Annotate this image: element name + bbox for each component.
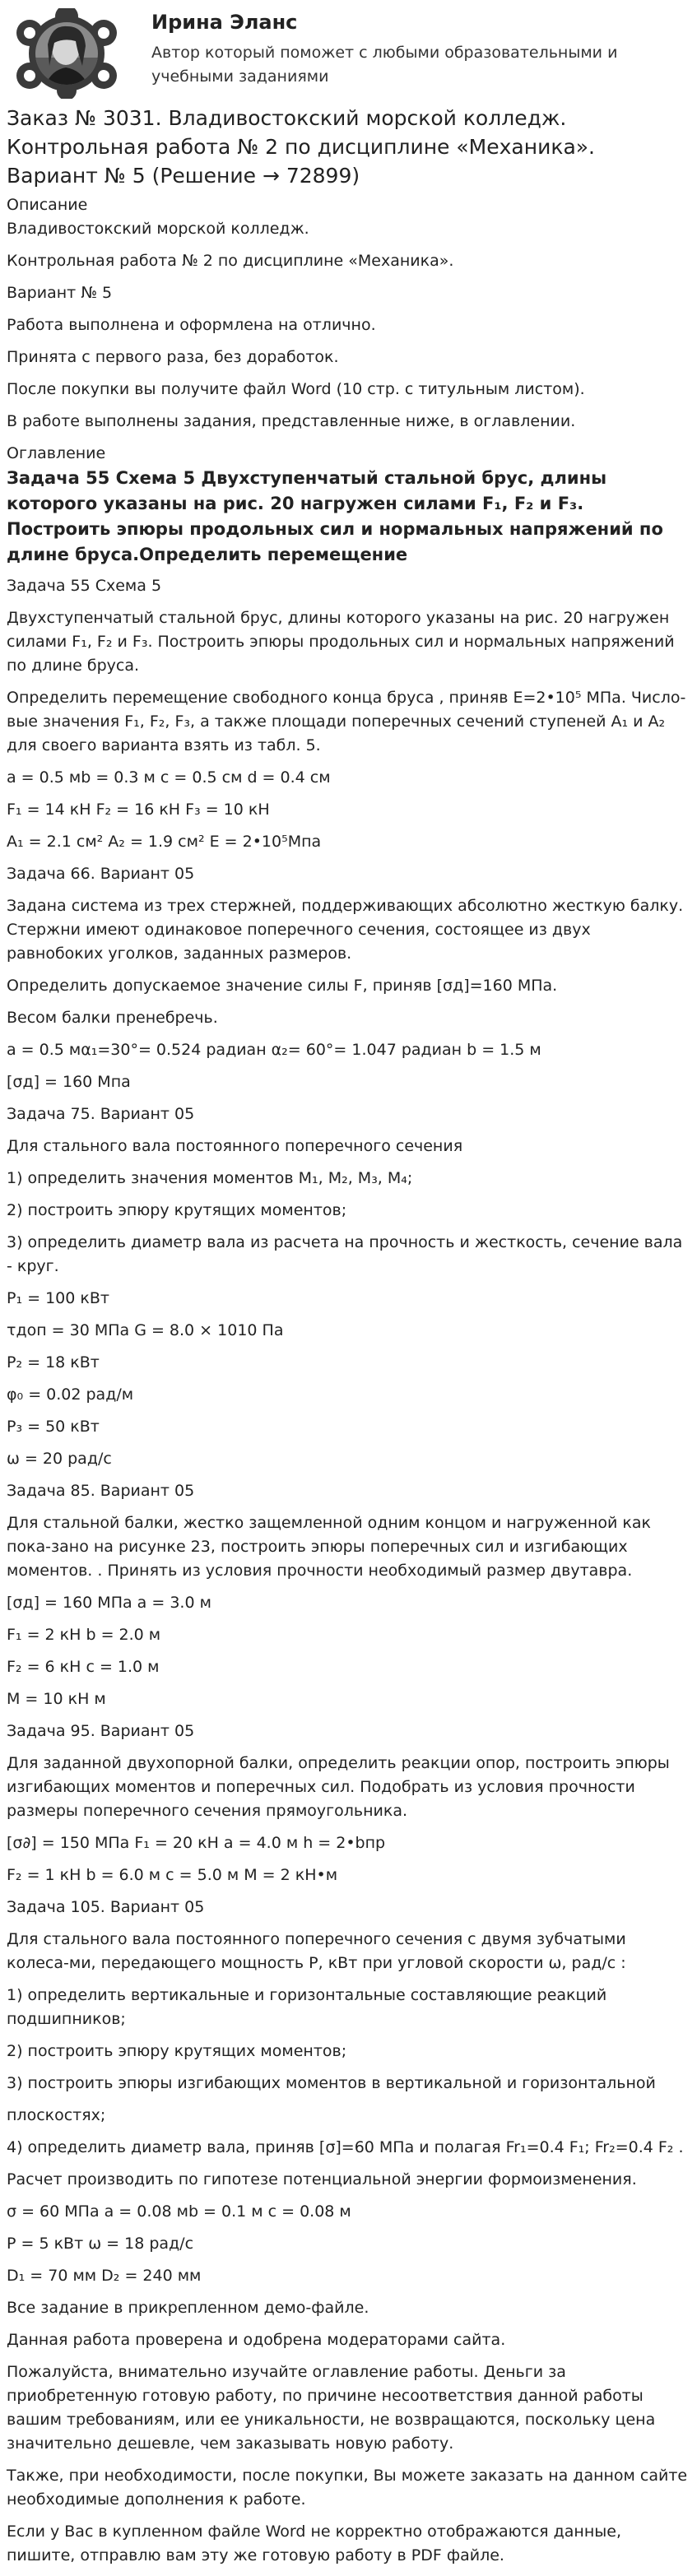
content-paragraph: 2) построить эпюру крутящих моментов; [7,1201,347,1219]
content-paragraph: P = 5 кВт ω = 18 рад/с [7,2235,194,2253]
content-paragraph: Задана система из трех стержней, поддерживающих абсолютно жесткую балку. Стержни имеют одинаковое поперечного сечения, состоящее из двух равнобоких уголков, заданных размеров. [7,897,684,963]
description-paragraph: Владивостокский морской колледж. [7,220,309,238]
content-paragraph: Если у Вас в купленном файле Word не корректно отображаются данные, пишите, отправлю вам эту же готовую работу в PDF файле. [7,2523,621,2564]
content-paragraph: F₂ = 1 кН b = 6.0 м c = 5.0 м M = 2 кН•м [7,1866,338,1884]
author-name[interactable]: Ирина Эланс [151,11,298,34]
content-paragraph: Задача 85. Вариант 05 [7,1482,195,1500]
content-paragraph: [σ∂] = 150 МПа F₁ = 20 кН a = 4.0 м h = 2•bпр [7,1834,386,1852]
content-paragraph: 1) определить значения моментов M₁, M₂, M₃, M₄; [7,1169,413,1187]
content-paragraph: Расчет производить по гипотезе потенциальной энергии формоизменения. [7,2170,637,2188]
content-paragraph: Для стального вала постоянного поперечного сечения с двумя зубчатыми колеса-ми, передающего мощность P, кВт при угловой скорости ω, рад/с : [7,1930,626,1972]
avatar-image [7,8,127,99]
content-paragraph: Данная работа проверена и одобрена модераторами сайта. [7,2331,506,2349]
description-label: Описание [7,196,88,214]
content-paragraph: 1) определить вертикальные и горизонтальные составляющие реакций подшипников; [7,1986,607,2028]
content-paragraph: ω = 20 рад/с [7,1450,112,1468]
content-paragraph: M = 10 кН м [7,1690,106,1708]
content-paragraph: Для стальной балки, жестко защемленной одним концом и нагруженной как пока-зано на рисунке 23, построить эпюры поперечных сил и изгибающих моментов. . Принять из условия прочности необходимый размер двутавра. [7,1514,651,1580]
content-paragraph: Задача 95. Вариант 05 [7,1722,195,1740]
content-paragraph: P₃ = 50 кВт [7,1418,100,1436]
content-paragraph: [σд] = 160 МПа a = 3.0 м [7,1594,211,1612]
order-title: Заказ № 3031. Владивостокский морской колледж. Контрольная работа № 2 по дисциплине «Механика». Вариант № 5 (Решение → 72899) [7,106,596,188]
content-paragraph: A₁ = 2.1 см² A₂ = 1.9 см² E = 2•10⁵Мпа [7,833,322,851]
description-paragraph: Вариант № 5 [7,284,113,302]
content-paragraph: 4) определить диаметр вала, приняв [σ]=60 МПа и полагая Fr₁=0.4 F₁; Fr₂=0.4 F₂ . [7,2138,684,2156]
content-paragraph: Определить перемещение свободного конца бруса , приняв E=2•10⁵ МПа. Число-вые значения F₁, F₂, F₃, а также площади поперечных сечений ступеней A₁ и A₂ для своего варианта взять из табл. 5. [7,689,686,754]
contents-label: Оглавление [7,444,106,462]
content-paragraph: F₁ = 14 кН F₂ = 16 кН F₃ = 10 кН [7,801,270,819]
content-paragraph: Также, при необходимости, после покупки, Вы можете заказать на данном сайте необходимые дополнения к работе. [7,2467,688,2509]
description-paragraph: Работа выполнена и оформлена на отлично. [7,316,376,334]
content-paragraph: Пожалуйста, внимательно изучайте оглавление работы. Деньги за приобретенную готовую работу, по причине несоответствия данной работы вашим требованиям, или ее уникальности, не возвращаются, поскольку цена значительно дешевле, чем заказывать новую работу. [7,2363,656,2453]
content-paragraph: Задача 105. Вариант 05 [7,1898,205,1916]
content-paragraph: Двухступенчатый стальной брус, длины которого указаны на рис. 20 нагружен силами F₁, F₂ и F₃. Построить эпюры продольных сил и нормальных напряжений по длине бруса. [7,609,675,675]
content-paragraph: a = 0.5 мα₁=30°= 0.524 радиан α₂= 60°= 1.047 радиан b = 1.5 м [7,1041,541,1059]
content-paragraph: 3) построить эпюры изгибающих моментов в вертикальной и горизонтальной [7,2074,656,2092]
content-paragraph: F₂ = 6 кН c = 1.0 м [7,1658,160,1676]
author-description: Автор который поможет с любыми образовательными и учебными заданиями [151,44,618,86]
content-paragraph: [σд] = 160 Мпа [7,1073,131,1091]
content-paragraph: плоскостях; [7,2106,106,2124]
content-paragraph: Для стального вала постоянного поперечного сечения [7,1137,463,1155]
description-paragraph: После покупки вы получите файл Word (10 стр. с титульным листом). [7,380,585,398]
content-paragraph: Для заданной двухопорной балки, определить реакции опор, построить эпюры изгибающих моментов и поперечных сил. Подобрать из условия прочности размеры поперечного сечения прямоугольника. [7,1754,670,1820]
contents-block [7,574,690,2568]
content-paragraph: φ₀ = 0.02 рад/м [7,1385,134,1404]
content-paragraph: Задача 75. Вариант 05 [7,1105,195,1123]
content-paragraph: Определить допускаемое значение силы F, приняв [σд]=160 МПа. [7,977,558,995]
content-paragraph: 2) построить эпюру крутящих моментов; [7,2042,347,2060]
description-block [7,217,690,434]
content-paragraph: τдоп = 30 МПа G = 8.0 ⨯ 1010 Па [7,1321,284,1339]
avatar[interactable] [7,8,127,99]
content-paragraph: F₁ = 2 кН b = 2.0 м [7,1626,161,1644]
content-paragraph: σ = 60 МПа a = 0.08 мb = 0.1 м c = 0.08 м [7,2202,351,2221]
content-paragraph: D₁ = 70 мм D₂ = 240 мм [7,2267,202,2285]
content-paragraph: Задача 55 Схема 5 [7,577,162,595]
content-paragraph: a = 0.5 мb = 0.3 м c = 0.5 см d = 0.4 см [7,768,331,787]
task-heading: Задача 55 Схема 5 Двухступенчатый стальной брус, длины которого указаны на рис. 20 нагружен силами F₁, F₂ и F₃. Построить эпюры продольных сил и нормальных напряжений по длине бруса.Определить перемещение [7,468,663,564]
description-paragraph: Принята с первого раза, без доработок. [7,348,339,366]
content-paragraph: 3) определить диаметр вала из расчета на прочность и жесткость, сечение вала - круг. [7,1233,683,1275]
content-paragraph: Все задание в прикрепленном демо-файле. [7,2299,369,2317]
author-card [7,0,690,100]
content-paragraph: Весом балки пренебречь. [7,1009,218,1027]
description-paragraph: Контрольная работа № 2 по дисциплине «Механика». [7,252,454,270]
content-paragraph: Задача 66. Вариант 05 [7,865,195,883]
content-paragraph: P₁ = 100 кВт [7,1289,109,1307]
description-paragraph: В работе выполнены задания, представленные ниже, в оглавлении. [7,412,576,430]
content-paragraph: P₂ = 18 кВт [7,1353,100,1372]
